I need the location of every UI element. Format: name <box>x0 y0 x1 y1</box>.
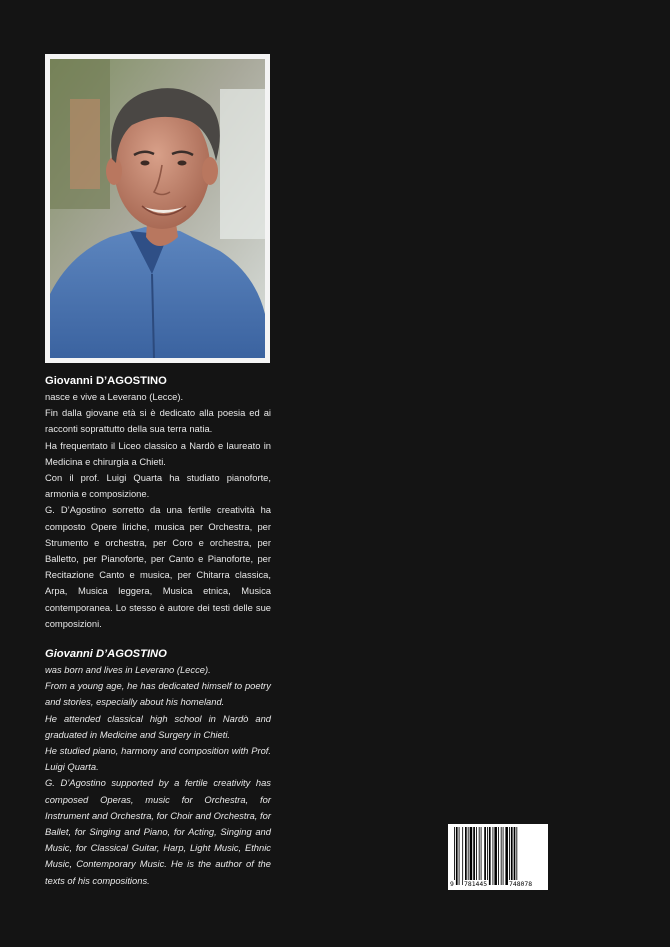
bio-paragraph: nasce e vive a Leverano (Lecce). <box>45 391 184 402</box>
bio-paragraph: Con il prof. Luigi Quarta ha studiato pianoforte, armonia e composizione. <box>45 472 271 500</box>
author-portrait-image <box>50 59 265 358</box>
barcode-bar <box>514 827 516 885</box>
barcode-bar <box>473 827 475 885</box>
barcode-bar <box>462 827 463 885</box>
barcode-bar <box>505 827 508 885</box>
barcode-bar <box>503 827 504 885</box>
bio-paragraph: He attended classical high school in Nardò and graduated in Medicine and Surgery in Chieti. <box>45 712 271 740</box>
author-name-italian: Giovanni D’AGOSTINO <box>45 375 167 387</box>
barcode-lead-digit: 9 <box>450 880 454 888</box>
bio-paragraph: He studied piano, harmony and composition with Prof. Luigi Quarta. <box>45 745 271 773</box>
barcode-bar <box>516 827 517 885</box>
barcode-bar <box>511 827 513 885</box>
barcode-bar <box>454 827 455 885</box>
isbn-barcode <box>448 824 548 890</box>
barcode-bar <box>489 827 491 885</box>
barcode-bar <box>465 827 467 885</box>
barcode-bar <box>487 827 488 885</box>
barcode-bar <box>476 827 477 885</box>
english-biography <box>45 646 271 889</box>
barcode-bar <box>509 827 510 885</box>
barcode-bar <box>493 827 494 885</box>
barcode-digits <box>448 878 548 890</box>
barcode-bar <box>501 827 502 885</box>
italian-biography <box>45 373 271 632</box>
barcode-bar <box>481 827 482 885</box>
barcode-bar <box>459 827 460 885</box>
barcode-bar <box>484 827 486 885</box>
bio-paragraph: From a young age, he has dedicated himself to poetry and stories, especially about his homeland. <box>45 680 271 708</box>
author-photo <box>45 54 270 363</box>
barcode-bar <box>498 827 499 885</box>
bio-paragraph: G. D’Agostino sorretto da una fertile creatività ha composto Opere liriche, musica per Orchestra, per Strumento e orchestra, per Coro e orchestra, per Balletto, per Pianoforte, per Canto e Pianoforte, per Recitazione Canto e musica, per Chitarra classica, Arpa, Musica leggera, Musica etnica, Musica contemporanea. Lo stesso è autore dei testi delle sue composizioni. <box>45 504 271 629</box>
barcode-bar <box>494 827 497 885</box>
barcode-right-digits: 748078 <box>509 880 533 888</box>
bio-paragraph: Ha frequentato il Liceo classico a Nardò e laureato in Medicina e chirurgia a Chieti. <box>45 439 271 467</box>
barcode-left-digits: 781445 <box>464 880 488 888</box>
bio-paragraph: Fin dalla giovane età si è dedicato alla poesia ed ai racconti soprattutto della sua terra natia. <box>45 407 271 435</box>
bio-paragraph: G. D’Agostino supported by a fertile creativity has composed Operas, music for Orchestra, for Instrument and Orchestra, for Choir and Orchestra, for Ballet, for Singing and Piano, for Acting, Singing and Music, for Classical Guitar, Harp, Light Music, Ethnic Music, Contemporary Music. He is the author of the texts of his compositions. <box>45 777 271 886</box>
barcode-bar <box>468 827 469 885</box>
barcode-bar <box>479 827 480 885</box>
bio-paragraph: was born and lives in Leverano (Lecce). <box>45 664 211 675</box>
author-name-english: Giovanni D’AGOSTINO <box>45 648 167 660</box>
barcode-bar <box>470 827 473 885</box>
barcode-bar <box>456 827 458 885</box>
